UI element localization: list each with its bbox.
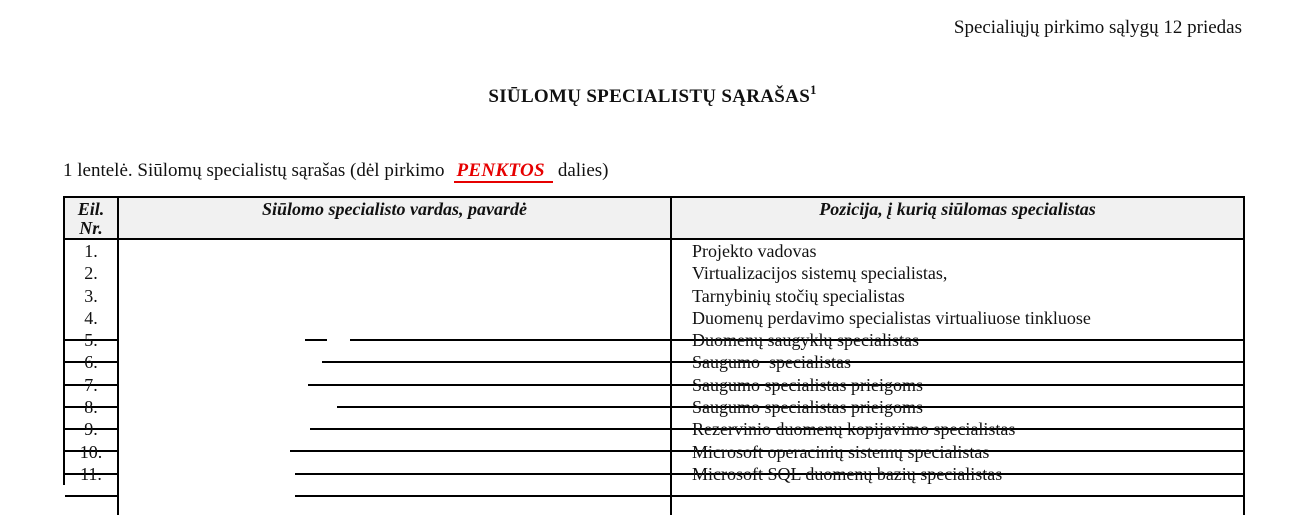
row-position-cell: Duomenų perdavimo specialistas virtualiuose tinkluose	[672, 307, 1245, 408]
column-header-nr-line1: Eil.	[77, 199, 105, 219]
row-number-cell: 9.	[65, 418, 119, 515]
row-position-cell: Saugumo specialistas prieigoms	[672, 374, 1245, 475]
column-header-position: Pozicija, į kurią siūlomas specialistas	[672, 198, 1245, 240]
document-title-text: SIŪLOMŲ SPECIALISTŲ SĄRAŠAS	[488, 86, 811, 107]
row-number-cell: 3.	[65, 285, 119, 386]
row-number-cell: 10.	[65, 441, 119, 515]
footnote-marker: 1	[810, 82, 817, 97]
specialists-table	[63, 196, 1245, 485]
row-number-cell: 8.	[65, 396, 119, 497]
table-row	[65, 418, 1245, 440]
row-position-cell: Virtualizacijos sistemų specialistas,	[672, 262, 1245, 363]
column-header-name: Siūlomo specialisto vardas, pavardė	[119, 198, 672, 240]
row-position-cell: Microsoft SQL duomenų bazių specialistas	[672, 463, 1245, 515]
table-body	[65, 240, 1245, 485]
row-position-cell: Rezervinio duomenų kopijavimo specialistas	[672, 418, 1245, 515]
table-row	[65, 307, 1245, 329]
row-number-cell: 11.	[65, 463, 119, 515]
table-row	[65, 240, 1245, 262]
row-position-cell: Duomenų saugyklų specialistas	[672, 329, 1245, 430]
table-caption	[63, 160, 609, 182]
table-row	[65, 351, 1245, 373]
column-header-nr-line2: Nr.	[79, 218, 103, 238]
row-position-cell: Tarnybinių stočių specialistas	[672, 285, 1245, 386]
table-caption-prefix: 1 lentelė. Siūlomų specialistų sąrašas (dėl pirkimo	[63, 160, 445, 181]
table-row	[65, 463, 1245, 485]
table-row	[65, 374, 1245, 396]
row-number-cell: 1.	[65, 240, 119, 341]
row-number-cell: 4.	[65, 307, 119, 408]
row-number-cell: 6.	[65, 351, 119, 452]
table-caption-highlight: PENKTOS	[454, 160, 553, 183]
row-number-cell: 2.	[65, 262, 119, 363]
column-header-nr	[65, 198, 119, 240]
table-row	[65, 396, 1245, 418]
row-position-cell: Microsoft operacinių sistemų specialistas	[672, 441, 1245, 515]
row-position-cell: Saugumo specialistas	[672, 351, 1245, 452]
table-header-row	[65, 198, 1245, 240]
table-caption-suffix: dalies)	[557, 160, 609, 181]
table-row	[65, 441, 1245, 463]
table-row	[65, 285, 1245, 307]
table-row	[65, 262, 1245, 284]
table-row	[65, 329, 1245, 351]
row-position-cell: Projekto vadovas	[672, 240, 1245, 341]
document-title	[0, 82, 1305, 108]
annex-label: Specialiųjų pirkimo sąlygų 12 priedas	[953, 17, 1242, 38]
row-position-cell: Saugumo specialistas prieigoms	[672, 396, 1245, 497]
row-number-cell: 7.	[65, 374, 119, 475]
row-name-cell-redacted	[119, 463, 672, 515]
row-number-cell: 5.	[65, 329, 119, 430]
